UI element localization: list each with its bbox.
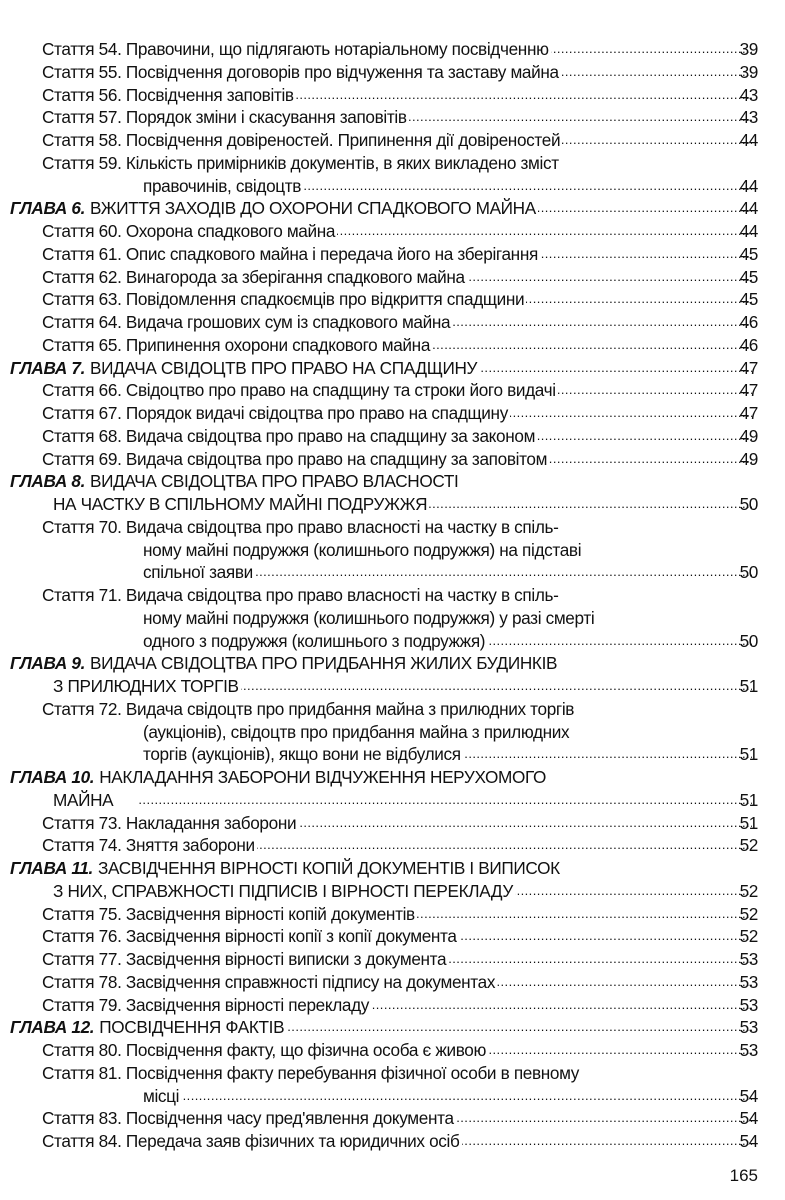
- entry-title: Стаття 61. Опис спадкового майна і передача його на зберігання: [42, 243, 538, 264]
- toc-entry-text: [10, 470, 458, 493]
- entry-title: Стаття 56. Посвідчення заповітів: [42, 84, 294, 105]
- toc-entry-text: [53, 493, 755, 516]
- page-ref: 52: [739, 880, 758, 901]
- toc-entry-text: [42, 152, 559, 175]
- toc-entry-text: [42, 106, 755, 129]
- page-ref: 44: [739, 198, 758, 219]
- dot-leader: [562, 129, 752, 152]
- dot-leader: [558, 379, 752, 402]
- page-ref: 43: [739, 107, 758, 128]
- toc-entry-text: [10, 1016, 755, 1039]
- table-of-contents: [0, 38, 785, 1153]
- page-ref: 44: [739, 175, 758, 196]
- dot-leader: [241, 675, 752, 698]
- entry-title: Стаття 77. Засвідчення вірності виписки з документа: [42, 949, 447, 969]
- chapter-label: ГЛАВА 7.: [10, 357, 86, 378]
- entry-title: Стаття 67. Порядок видачі свідоцтва про право на спадщину: [42, 403, 508, 423]
- entry-title: Стаття 55. Посвідчення договорів про відчуження та заставу майна: [42, 61, 559, 82]
- toc-article-line: [0, 106, 785, 129]
- dot-leader: [459, 925, 752, 948]
- entry-title: НА ЧАСТКУ В СПІЛЬНОМУ МАЙНІ ПОДРУЖЖЯ: [53, 494, 428, 514]
- toc-entry-text: [42, 971, 755, 994]
- entry-title: одного з подружжя (колишнього з подружжя): [143, 630, 486, 651]
- page-ref: 54: [739, 1085, 758, 1106]
- dot-leader: [488, 1039, 752, 1062]
- toc-entry-text: [10, 857, 560, 880]
- toc-entry-text: [42, 1130, 755, 1153]
- toc-entry-text: [42, 84, 755, 107]
- toc-entry-text: [143, 721, 569, 744]
- dot-leader: [429, 493, 752, 516]
- toc-entry-text: [42, 925, 755, 948]
- entry-title: Стаття 76. Засвідчення вірності копії з копії документа: [42, 926, 457, 947]
- entry-title: ВИДАЧА СВІДОЦТВ ПРО ПРАВО НА СПАДЩИНУ: [90, 357, 478, 378]
- dot-leader: [298, 812, 752, 835]
- toc-article-line: [0, 721, 785, 744]
- page-ref: 49: [739, 448, 758, 469]
- toc-entry-text: [42, 311, 755, 334]
- dot-leader: [337, 220, 752, 243]
- page-ref: 50: [739, 562, 758, 583]
- entry-title: ЗАСВІДЧЕННЯ ВІРНОСТІ КОПІЙ ДОКУМЕНТІВ І ВИПИСОК: [97, 858, 560, 878]
- chapter-label: ГЛАВА 6.: [10, 198, 86, 219]
- toc-chapter-line: [0, 1016, 785, 1039]
- toc-article-line: [0, 288, 785, 311]
- dot-leader: [497, 971, 752, 994]
- entry-title: Стаття 83. Посвідчення часу пред'явлення документа: [42, 1108, 454, 1129]
- toc-entry-text: [42, 516, 559, 539]
- toc-article-line: [0, 1130, 785, 1153]
- page-ref: 53: [739, 971, 758, 992]
- entry-title: Стаття 60. Охорона спадкового майна: [42, 221, 336, 241]
- toc-chapter-line: [0, 857, 785, 880]
- entry-title: Стаття 81. Посвідчення факту перебування фізичної особи в певному: [42, 1062, 580, 1083]
- toc-article-line: [0, 334, 785, 357]
- page-ref: 46: [739, 312, 758, 332]
- dot-leader: [487, 630, 752, 653]
- dot-leader: [303, 175, 752, 198]
- chapter-label: ГЛАВА 11.: [10, 858, 93, 878]
- page-ref: 47: [739, 403, 758, 423]
- page-ref: 39: [739, 39, 758, 59]
- toc-entry-text: [143, 539, 581, 562]
- toc-article-line: [0, 175, 785, 198]
- entry-title: ВИДАЧА СВІДОЦТВА ПРО ПРИДБАННЯ ЖИЛИХ БУДИНКІВ: [90, 653, 558, 674]
- toc-article-line: [0, 607, 785, 630]
- entry-title: Стаття 62. Винагорода за зберігання спадкового майна: [42, 266, 465, 287]
- page-ref: 47: [739, 357, 758, 378]
- entry-title: Стаття 66. Свідоцтво про право на спадщину та строки його видачі: [42, 380, 556, 401]
- toc-article-line: [0, 129, 785, 152]
- toc-entry-text: [42, 994, 755, 1017]
- toc-entry-text: [143, 743, 755, 766]
- entry-title: Стаття 63. Повідомлення спадкоємців про відкриття спадщини: [42, 289, 525, 310]
- toc-entry-text: [42, 129, 755, 152]
- toc-chapter-line: [0, 357, 785, 380]
- entry-title: Стаття 79. Засвідчення вірності перекладу: [42, 994, 370, 1015]
- toc-chapter-line: [0, 880, 785, 903]
- entry-title: Стаття 73. Накладання заборони: [42, 812, 297, 833]
- toc-entry-text: [42, 1062, 579, 1085]
- page-ref: 44: [739, 221, 758, 241]
- toc-entry-text: [143, 630, 755, 653]
- toc-article-line: [0, 266, 785, 289]
- toc-entry-text: [42, 402, 755, 425]
- dot-leader: [467, 266, 752, 289]
- entry-title: Стаття 70. Видача свідоцтва про право власності на частку в спіль-: [42, 516, 559, 537]
- toc-entry-text: [42, 584, 559, 607]
- dot-leader: [462, 1130, 752, 1153]
- toc-article-line: [0, 834, 785, 857]
- entry-title: ПОСВІДЧЕННЯ ФАКТІВ: [99, 1017, 285, 1038]
- dot-leader: [540, 243, 752, 266]
- toc-article-line: [0, 152, 785, 175]
- dot-leader: [549, 448, 752, 471]
- toc-article-line: [0, 516, 785, 539]
- entry-title: Стаття 72. Видача свідоцтв про придбання майна з прилюдних торгів: [42, 698, 575, 719]
- toc-article-line: [0, 948, 785, 971]
- page-ref: 53: [739, 1017, 758, 1038]
- page-number: 165: [729, 1166, 758, 1185]
- page-ref: 45: [739, 289, 758, 310]
- page-ref: 51: [739, 789, 758, 810]
- toc-article-line: [0, 38, 785, 61]
- page-ref: 53: [739, 994, 758, 1015]
- toc-article-line: [0, 971, 785, 994]
- toc-article-line: [0, 220, 785, 243]
- entry-title: МАЙНА: [53, 789, 114, 810]
- toc-entry-text: [53, 880, 755, 903]
- toc-entry-text: [143, 175, 755, 198]
- toc-entry-text: [143, 561, 755, 584]
- entry-title: Стаття 65. Припинення охорони спадкового майна: [42, 334, 431, 355]
- page-ref: 52: [739, 926, 758, 947]
- toc-entry-text: [42, 834, 755, 857]
- entry-title: Стаття 84. Передача заяв фізичних та юридичних осіб: [42, 1131, 460, 1151]
- entry-title: Стаття 57. Порядок зміни і скасування заповітів: [42, 107, 407, 128]
- toc-chapter-line: [0, 197, 785, 220]
- toc-entry-text: [42, 61, 755, 84]
- entry-title: Стаття 74. Зняття заборони: [42, 835, 255, 856]
- entry-title: правочинів, свідоцтв: [143, 175, 302, 196]
- page-ref: 53: [739, 949, 758, 969]
- page-ref: 45: [739, 266, 758, 287]
- toc-article-line: [0, 812, 785, 835]
- toc-chapter-line: [0, 789, 785, 812]
- toc-article-line: [0, 539, 785, 562]
- entry-title: (аукціонів), свідоцтв про придбання майна з прилюдних: [143, 721, 570, 742]
- dot-leader: [551, 38, 752, 61]
- entry-title: ному майні подружжя (колишнього подружжя) на підставі: [143, 539, 582, 560]
- page-ref: 39: [739, 61, 758, 82]
- toc-entry-text: [42, 1039, 755, 1062]
- toc-entry-text: [10, 652, 557, 675]
- page-ref: 47: [739, 380, 758, 401]
- entry-title: Стаття 64. Видача грошових сум із спадкового майна: [42, 312, 451, 332]
- entry-title: місці: [143, 1085, 180, 1106]
- toc-entry-text: [143, 607, 594, 630]
- toc-entry-text: [42, 379, 755, 402]
- page-ref: 50: [739, 494, 758, 514]
- dot-leader: [257, 834, 752, 857]
- dot-leader: [371, 994, 752, 1017]
- toc-entry-text: [42, 243, 755, 266]
- dot-leader: [417, 903, 752, 926]
- toc-article-line: [0, 84, 785, 107]
- toc-article-line: [0, 630, 785, 653]
- dot-leader: [432, 334, 752, 357]
- page-ref: 54: [739, 1131, 758, 1151]
- entry-title: торгів (аукціонів), якщо вони не відбулися: [143, 744, 461, 765]
- dot-leader: [448, 948, 752, 971]
- toc-article-line: [0, 1107, 785, 1130]
- toc-chapter-line: [0, 652, 785, 675]
- page-ref: 49: [739, 425, 758, 446]
- dot-leader: [538, 197, 752, 220]
- dot-leader: [515, 880, 752, 903]
- page-ref: 53: [739, 1040, 758, 1060]
- toc-article-line: [0, 903, 785, 926]
- dot-leader: [115, 789, 752, 812]
- entry-title: Стаття 75. Засвідчення вірності копій документів: [42, 903, 415, 924]
- toc-chapter-line: [0, 470, 785, 493]
- toc-article-line: [0, 994, 785, 1017]
- entry-title: Стаття 69. Видача свідоцтва про право на спадщину за заповітом: [42, 448, 548, 469]
- entry-title: ВЖИТТЯ ЗАХОДІВ ДО ОХОРОНИ СПАДКОВОГО МАЙНА: [90, 198, 536, 219]
- toc-article-line: [0, 1085, 785, 1108]
- dot-leader: [296, 84, 752, 107]
- entry-title: спільної заяви: [143, 562, 253, 583]
- dot-leader: [537, 425, 752, 448]
- toc-entry-text: [42, 1107, 755, 1130]
- chapter-label: ГЛАВА 9.: [10, 653, 86, 674]
- toc-chapter-line: [0, 675, 785, 698]
- entry-title: НАКЛАДАННЯ ЗАБОРОНИ ВІДЧУЖЕННЯ НЕРУХОМОГО: [99, 767, 547, 787]
- page-ref: 45: [739, 243, 758, 264]
- entry-title: Стаття 58. Посвідчення довіреностей. Припинення дії довіреностей: [42, 130, 561, 150]
- toc-article-line: [0, 448, 785, 471]
- toc-article-line: [0, 584, 785, 607]
- entry-title: ВИДАЧА СВІДОЦТВА ПРО ПРАВО ВЛАСНОСТІ: [90, 471, 459, 492]
- entry-title: ному майні подружжя (колишнього подружжя) у разі смерті: [143, 607, 595, 628]
- dot-leader: [181, 1085, 752, 1108]
- toc-article-line: [0, 243, 785, 266]
- entry-title: Стаття 54. Правочини, що підлягають нотаріальному посвідченню: [42, 39, 549, 59]
- toc-entry-text: [10, 357, 755, 380]
- toc-entry-text: [42, 698, 574, 721]
- entry-title: Стаття 59. Кількість примірників документів, в яких викладено зміст: [42, 152, 559, 173]
- chapter-label: ГЛАВА 10.: [10, 767, 95, 787]
- toc-article-line: [0, 379, 785, 402]
- page-ref: 51: [739, 676, 758, 696]
- dot-leader: [526, 288, 752, 311]
- page-ref: 44: [739, 130, 758, 150]
- page-ref: 43: [739, 84, 758, 105]
- entry-title: З ПРИЛЮДНИХ ТОРГІВ: [53, 676, 239, 696]
- toc-article-line: [0, 1039, 785, 1062]
- dot-leader: [561, 61, 752, 84]
- page-ref: 46: [739, 334, 758, 355]
- toc-article-line: [0, 925, 785, 948]
- toc-entry-text: [42, 288, 755, 311]
- toc-entry-text: [42, 425, 755, 448]
- toc-article-line: [0, 1062, 785, 1085]
- page-ref: 54: [739, 1108, 758, 1129]
- dot-leader: [286, 1016, 752, 1039]
- toc-article-line: [0, 561, 785, 584]
- dot-leader: [479, 357, 752, 380]
- toc-entry-text: [10, 197, 755, 220]
- page-ref: 50: [739, 630, 758, 651]
- toc-article-line: [0, 311, 785, 334]
- page-ref: 52: [739, 903, 758, 924]
- dot-leader: [456, 1107, 752, 1130]
- toc-entry-text: [42, 903, 755, 926]
- toc-entry-text: [42, 448, 755, 471]
- toc-entry-text: [53, 675, 755, 698]
- toc-article-line: [0, 425, 785, 448]
- toc-chapter-line: [0, 766, 785, 789]
- toc-entry-text: [10, 766, 546, 789]
- dot-leader: [463, 743, 752, 766]
- toc-entry-text: [42, 812, 755, 835]
- toc-article-line: [0, 698, 785, 721]
- toc-entry-text: [42, 38, 755, 61]
- entry-title: Стаття 80. Посвідчення факту, що фізична особа є живою: [42, 1040, 487, 1060]
- page-ref: 51: [739, 812, 758, 833]
- page-ref: 51: [739, 744, 758, 765]
- toc-entry-text: [143, 1085, 755, 1108]
- entry-title: Стаття 68. Видача свідоцтва про право на спадщину за законом: [42, 425, 536, 446]
- dot-leader: [255, 561, 752, 584]
- toc-entry-text: [42, 220, 755, 243]
- chapter-label: ГЛАВА 12.: [10, 1017, 95, 1038]
- entry-title: Стаття 71. Видача свідоцтва про право власності на частку в спіль-: [42, 585, 559, 605]
- toc-entry-text: [53, 789, 755, 812]
- entry-title: З НИХ, СПРАВЖНОСТІ ПІДПИСІВ І ВІРНОСТІ ПЕРЕКЛАДУ: [53, 880, 513, 901]
- entry-title: Стаття 78. Засвідчення справжності підпису на документах: [42, 971, 496, 992]
- toc-entry-text: [42, 334, 755, 357]
- toc-article-line: [0, 402, 785, 425]
- dot-leader: [510, 402, 752, 425]
- page-ref: 52: [739, 835, 758, 856]
- toc-article-line: [0, 61, 785, 84]
- chapter-label: ГЛАВА 8.: [10, 471, 86, 492]
- toc-chapter-line: [0, 493, 785, 516]
- toc-entry-text: [42, 266, 755, 289]
- dot-leader: [452, 311, 752, 334]
- dot-leader: [409, 106, 752, 129]
- toc-entry-text: [42, 948, 755, 971]
- toc-article-line: [0, 743, 785, 766]
